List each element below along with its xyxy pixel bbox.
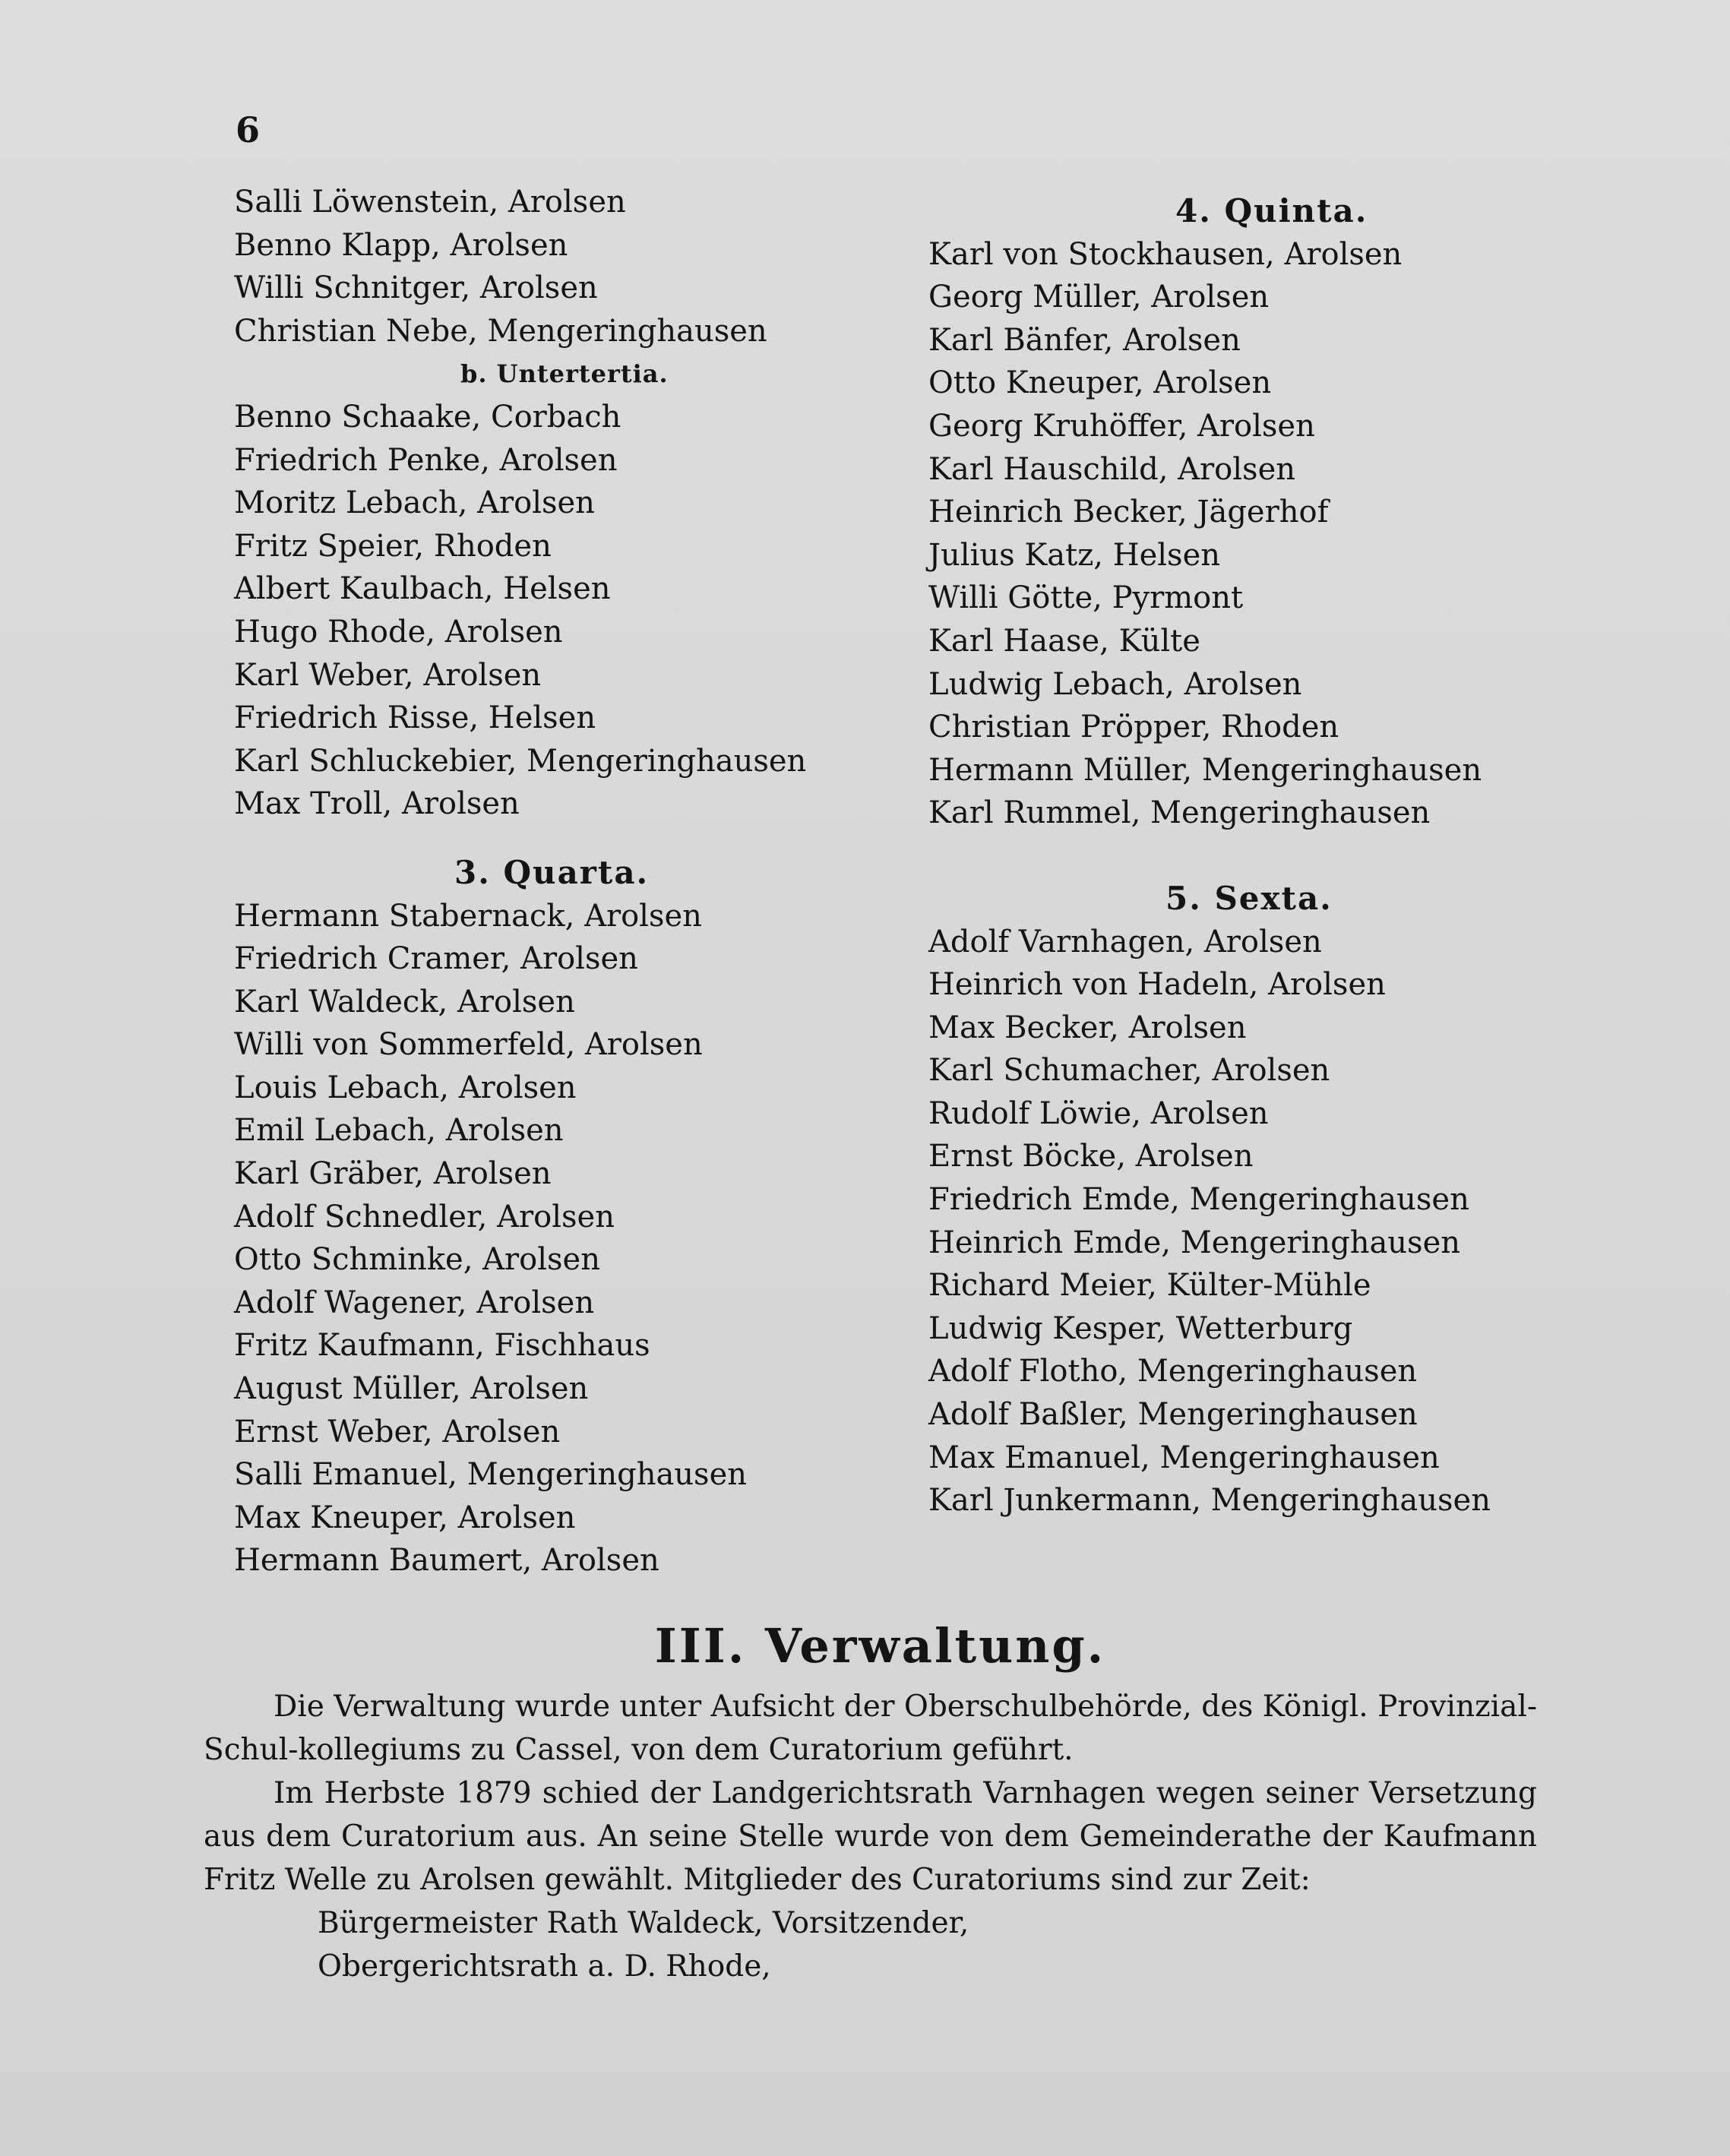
quarta-heading: 3. Quarta. bbox=[454, 853, 650, 891]
list-item: Fritz Kaufmann, Fischhaus bbox=[234, 1328, 650, 1364]
list-item: August Müller, Arolsen bbox=[234, 1371, 589, 1407]
list-item: Friedrich Penke, Arolsen bbox=[234, 442, 618, 478]
list-item: Richard Meier, Külter-Mühle bbox=[928, 1268, 1371, 1304]
paragraph: Im Herbste 1879 schied der Landgerichtsrath Varnhagen wegen seiner Versetzung aus dem Curatorium aus. An seine Stelle wurde von dem Gemeinderathe der Kaufmann Fritz Welle zu Arolsen gewählt. Mitglieder des Curatoriums sind zur Zeit: bbox=[204, 1776, 1537, 1897]
list-item: Willi von Sommerfeld, Arolsen bbox=[234, 1027, 703, 1063]
list-item: Max Troll, Arolsen bbox=[234, 786, 520, 822]
list-item: Max Kneuper, Arolsen bbox=[234, 1500, 576, 1535]
list-item: Salli Löwenstein, Arolsen bbox=[234, 185, 626, 220]
list-item: Adolf Wagener, Arolsen bbox=[234, 1285, 595, 1320]
list-item: Hermann Müller, Mengeringhausen bbox=[928, 752, 1482, 788]
list-item: Willi Götte, Pyrmont bbox=[928, 580, 1244, 616]
list-item: Karl Schumacher, Arolsen bbox=[928, 1053, 1330, 1089]
list-item: Louis Lebach, Arolsen bbox=[234, 1070, 577, 1105]
list-item: Karl Haase, Külte bbox=[928, 623, 1200, 659]
list-item: Ernst Weber, Arolsen bbox=[234, 1414, 561, 1449]
quinta-heading: 4. Quinta. bbox=[1175, 192, 1368, 229]
curatorium-member: Bürgermeister Rath Waldeck, Vorsitzender, bbox=[318, 1906, 969, 1940]
list-item: Salli Emanuel, Mengeringhausen bbox=[234, 1457, 748, 1493]
list-item: Ludwig Lebach, Arolsen bbox=[928, 666, 1302, 702]
sexta-heading: 5. Sexta. bbox=[1165, 879, 1333, 917]
section-title: III. Verwaltung. bbox=[654, 1618, 1106, 1674]
list-item: Adolf Flotho, Mengeringhausen bbox=[928, 1354, 1418, 1389]
list-item: Otto Schminke, Arolsen bbox=[234, 1242, 600, 1278]
list-item: Georg Müller, Arolsen bbox=[928, 280, 1270, 315]
curatorium-member: Obergerichtsrath a. D. Rhode, bbox=[318, 1949, 771, 1984]
list-item: Ludwig Kesper, Wetterburg bbox=[928, 1310, 1353, 1346]
list-item: Benno Schaake, Corbach bbox=[234, 399, 621, 435]
list-item: Friedrich Emde, Mengeringhausen bbox=[928, 1182, 1469, 1218]
paragraph: Die Verwaltung wurde unter Aufsicht der Oberschulbehörde, des Königl. Provinzial-Schul-kollegiums zu Cassel, von dem Curatorium geführt. bbox=[204, 1690, 1537, 1767]
list-item: Adolf Varnhagen, Arolsen bbox=[928, 924, 1322, 959]
list-item: Rudolf Löwie, Arolsen bbox=[928, 1095, 1269, 1131]
list-item: Hugo Rhode, Arolsen bbox=[234, 614, 563, 650]
list-item: Karl Rummel, Mengeringhausen bbox=[928, 795, 1431, 831]
list-item: Karl Weber, Arolsen bbox=[234, 657, 542, 693]
right-column bbox=[928, 190, 1627, 1522]
list-item: Hermann Baumert, Arolsen bbox=[234, 1543, 659, 1579]
list-item: Julius Katz, Helsen bbox=[928, 537, 1221, 573]
list-item: Fritz Speier, Rhoden bbox=[234, 528, 552, 564]
list-item: Karl Bänfer, Arolsen bbox=[928, 322, 1241, 358]
list-item: Ernst Böcke, Arolsen bbox=[928, 1139, 1254, 1174]
list-item: Benno Klapp, Arolsen bbox=[234, 227, 568, 263]
list-item: Karl Gräber, Arolsen bbox=[234, 1156, 552, 1192]
list-item: Christian Pröpper, Rhoden bbox=[928, 710, 1339, 745]
page-number: 6 bbox=[236, 109, 261, 150]
list-item: Otto Kneuper, Arolsen bbox=[928, 365, 1272, 401]
list-item: Karl Schluckebier, Mengeringhausen bbox=[234, 743, 807, 779]
list-item: Moritz Lebach, Arolsen bbox=[234, 485, 595, 521]
list-item: Max Emanuel, Mengeringhausen bbox=[928, 1440, 1440, 1475]
untertertia-heading: b. Untertertia. bbox=[460, 359, 669, 389]
list-item: Christian Nebe, Mengeringhausen bbox=[234, 313, 767, 349]
list-item: Max Becker, Arolsen bbox=[928, 1010, 1247, 1045]
section-body bbox=[204, 1685, 1537, 1988]
list-item: Heinrich von Hadeln, Arolsen bbox=[928, 967, 1386, 1003]
list-item: Hermann Stabernack, Arolsen bbox=[234, 898, 702, 934]
list-item: Karl Hauschild, Arolsen bbox=[928, 451, 1296, 487]
list-item: Albert Kaulbach, Helsen bbox=[234, 571, 611, 607]
list-item: Karl von Stockhausen, Arolsen bbox=[928, 236, 1403, 272]
list-item: Heinrich Becker, Jägerhof bbox=[928, 495, 1329, 530]
list-item: Adolf Schnedler, Arolsen bbox=[234, 1199, 615, 1234]
list-item: Friedrich Risse, Helsen bbox=[234, 700, 596, 736]
list-item: Willi Schnitger, Arolsen bbox=[234, 270, 598, 306]
list-item: Karl Junkermann, Mengeringhausen bbox=[928, 1483, 1491, 1519]
list-item: Georg Kruhöffer, Arolsen bbox=[928, 408, 1315, 444]
list-item: Karl Waldeck, Arolsen bbox=[234, 984, 575, 1020]
left-column bbox=[234, 181, 857, 1582]
list-item: Adolf Baßler, Mengeringhausen bbox=[928, 1397, 1418, 1433]
list-item: Emil Lebach, Arolsen bbox=[234, 1113, 564, 1149]
list-item: Friedrich Cramer, Arolsen bbox=[234, 941, 638, 977]
list-item: Heinrich Emde, Mengeringhausen bbox=[928, 1225, 1461, 1260]
